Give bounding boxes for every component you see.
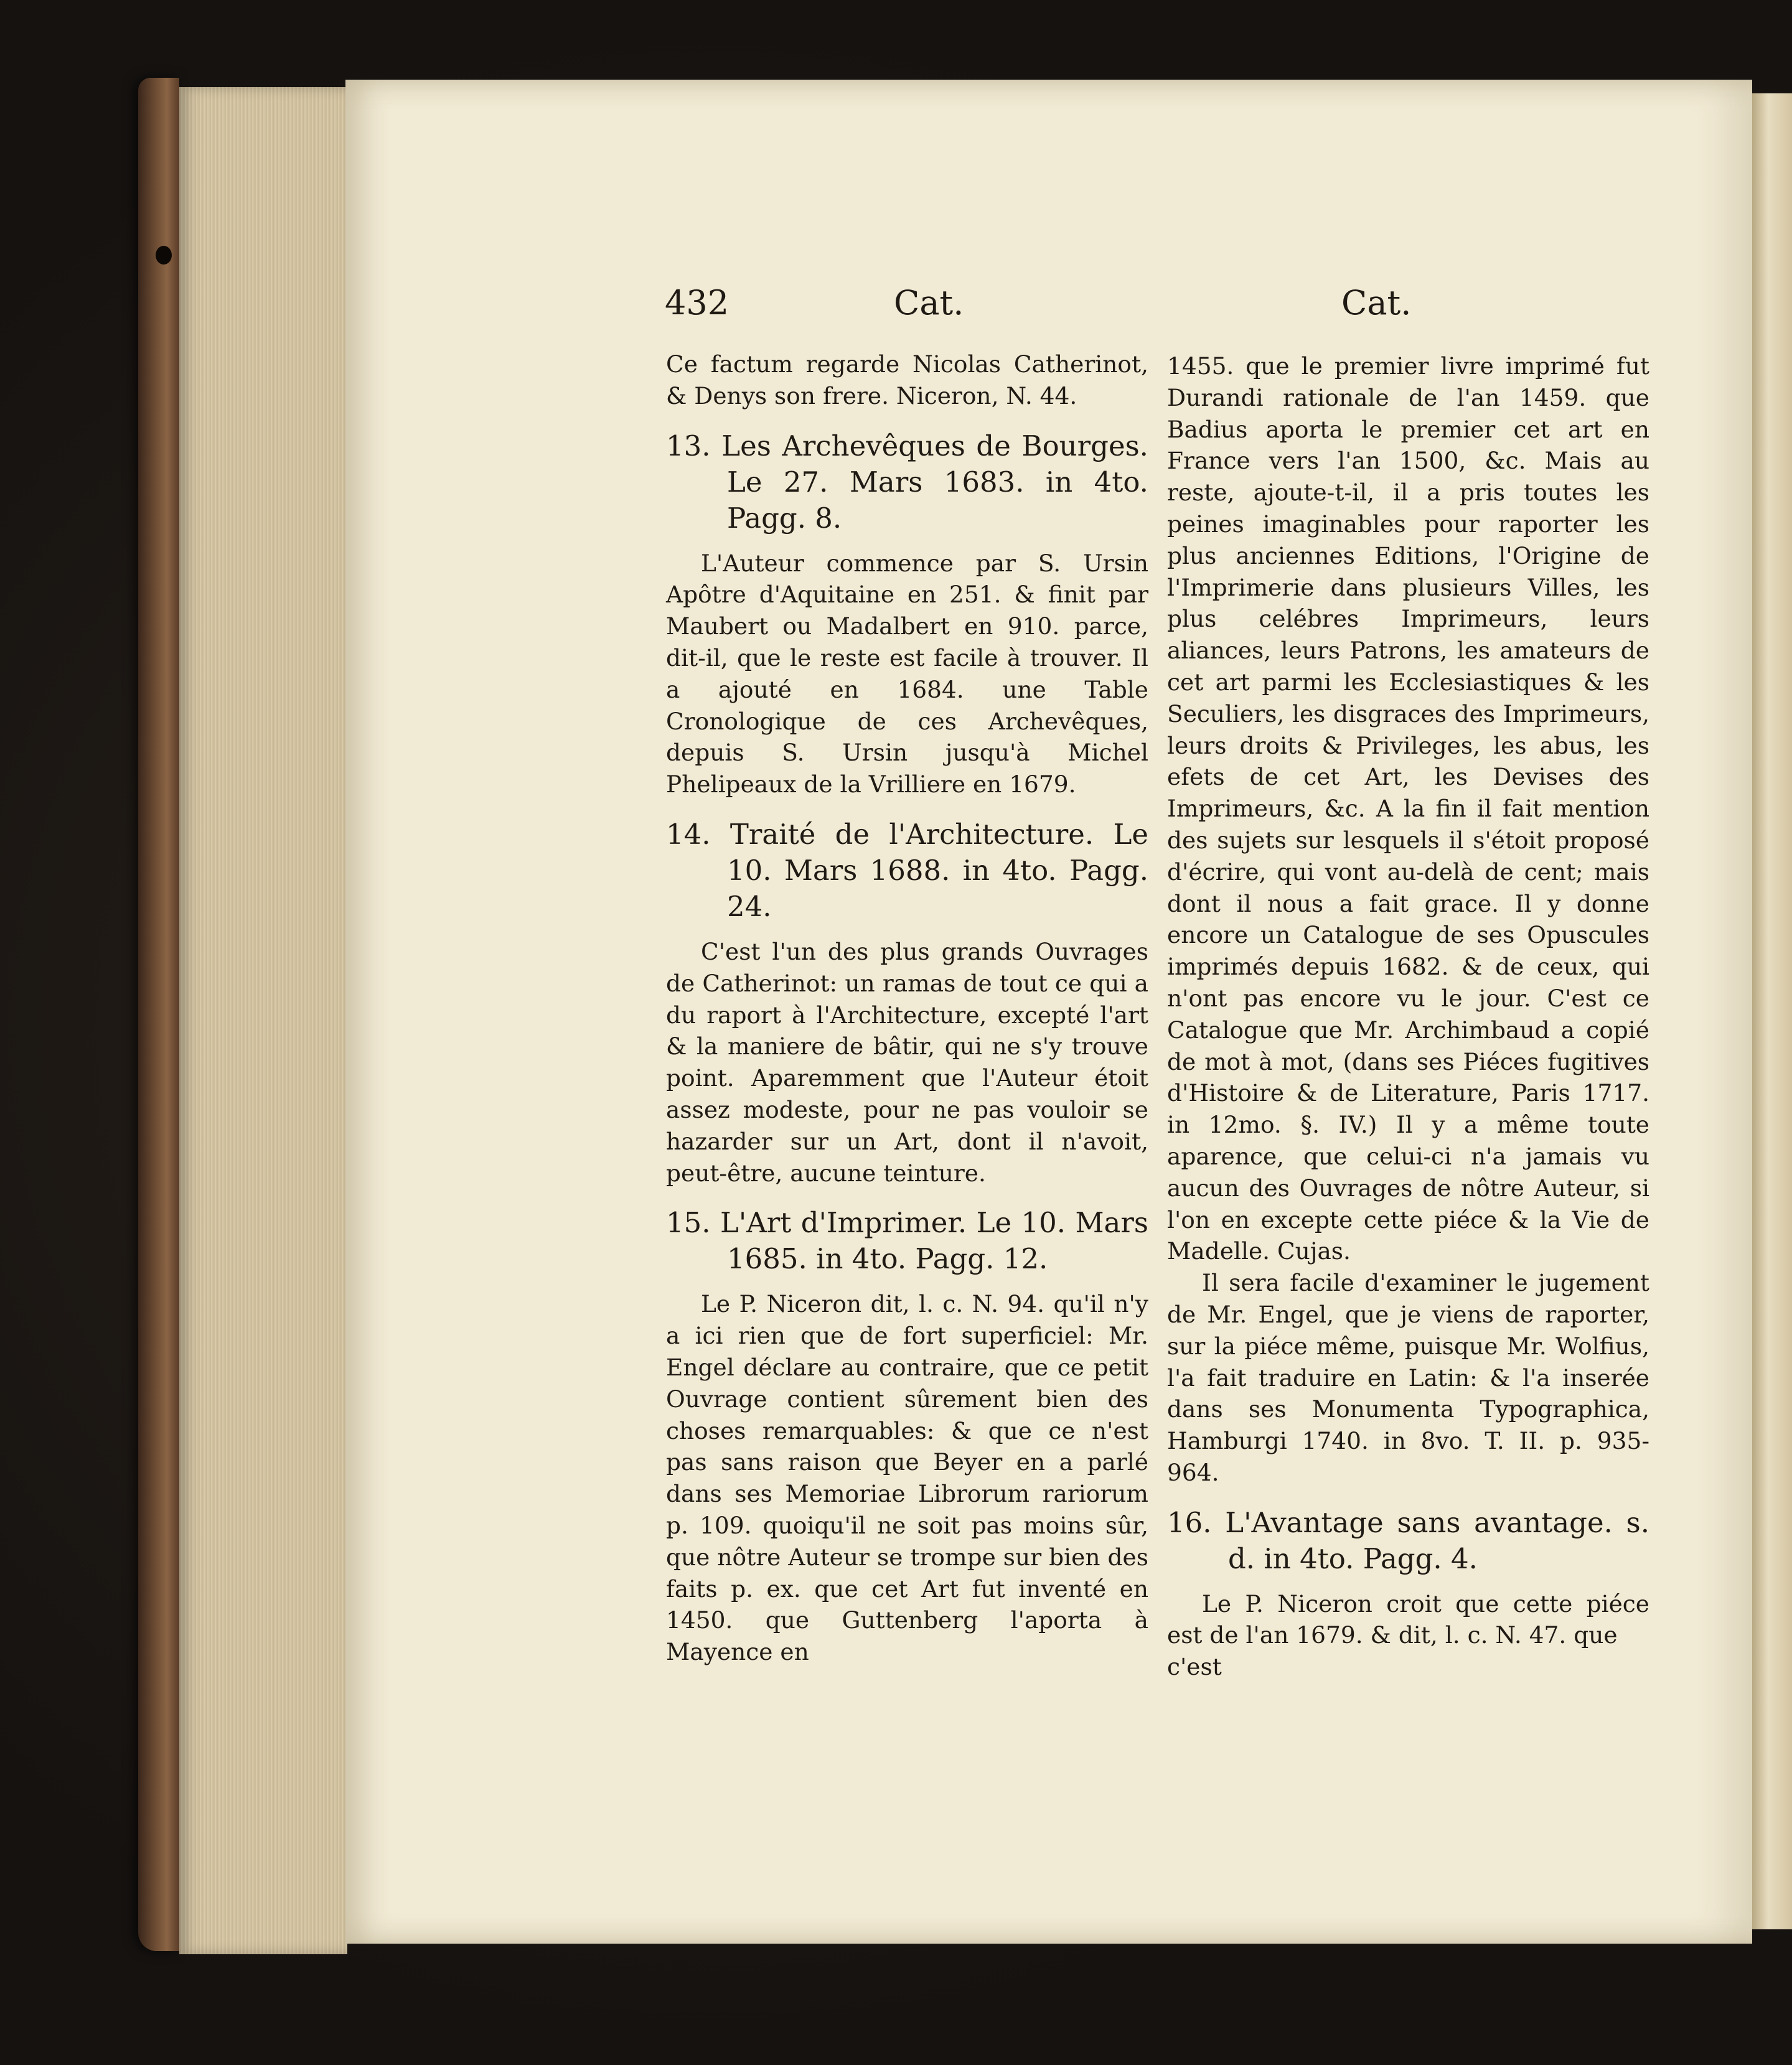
entry-heading: 14. Traité de l'Architecture. Le 10. Mars 1688. in 4to. Pagg. 24. xyxy=(666,817,1148,923)
entry-heading: 13. Les Archevêques de Bourges. Le 27. Mars 1683. in 4to. Pagg. 8. xyxy=(666,429,1148,535)
facing-page-edge xyxy=(1752,93,1792,1929)
page-edges xyxy=(179,87,347,1954)
book-spine xyxy=(138,78,179,1951)
paragraph: Il sera facile d'examiner le jugement de Mr. Engel, que je viens de raporter, sur la piéce même, puisque Mr. Wolfius, l'a fait traduire en Latin: & l'a inserée dans ses Monumenta Typographica, Hamburgi 1740. in 8vo. T. II. p. 935-964. xyxy=(1167,1269,1649,1486)
entry-paragraph: Le P. Niceron dit, l. c. N. 94. qu'il n'y a ici rien que de fort superficiel: Mr. Engel déclare au contraire, que ce petit Ouvrage contient sûrement bien des choses remarquables: & que ce n'est pas sans raison que Beyer en a parlé dans ses Memoriae Librorum rariorum p. 109. quoiqu'il ne soit pas moins sûr, que nôtre Auteur se trompe sur bien des faits p. ex. que cet Art fut inventé en 1450. que Guttenberg l'aporta à Mayence en xyxy=(666,1290,1148,1666)
running-header-left: Cat. xyxy=(894,283,964,322)
entry-paragraph: C'est l'un des plus grands Ouvrages de Catherinot: un ramas de tout ce qui a du raport à l'Architecture, excepté l'art & la maniere de bâtir, qui ne s'y trouve point. Aparemment que l'Auteur étoit assez modeste, pour ne pas vouloir se hazarder sur un Art, dont il n'avoit, peut-être, aucune teinture. xyxy=(666,937,1148,1187)
entry-paragraph: L'Auteur commence par S. Ursin Apôtre d'Aquitaine en 251. & finit par Maubert ou Madalbert en 910. parce, dit-il, que le reste est facile à trouver. Il a ajouté en 1684. une Table Cronologique de ces Archevêques, depuis S. Ursin jusqu'à Michel Phelipeaux de la Vrilliere en 1679. xyxy=(666,549,1148,798)
intro-paragraph: Ce factum regarde Nicolas Catherinot, & Denys son frere. Niceron, N. 44. xyxy=(666,350,1148,410)
catchword: c'est xyxy=(1167,1653,1222,1681)
entry-heading: 16. L'Avantage sans avantage. s. d. in 4to. Pagg. 4. xyxy=(1167,1505,1649,1575)
page-number: 432 xyxy=(665,283,729,322)
entry-paragraph: Le P. Niceron croit que cette piéce est de l'an 1679. & dit, l. c. N. 47. que xyxy=(1167,1590,1649,1649)
left-column xyxy=(666,349,1148,1668)
running-header-right: Cat. xyxy=(1341,283,1412,322)
spine-hole xyxy=(156,246,172,265)
entry-heading: 15. L'Art d'Imprimer. Le 10. Mars 1685. in 4to. Pagg. 12. xyxy=(666,1206,1148,1276)
right-column xyxy=(1167,350,1649,1683)
continued-paragraph: 1455. que le premier livre imprimé fut Durandi rationale de l'an 1459. que Badius aporta le premier cet art en France vers l'an 1500, &c. Mais au reste, ajoute-t-il, il a pris toutes les peines imaginables pour raporter les plus anciennes Editions, l'Origine de l'Imprimerie dans plusieurs Villes, les plus celébres Imprimeurs, leurs aliances, leurs Patrons, les amateurs de cet art parmi les Ecclesiastiques & les Seculiers, les disgraces des Imprimeurs, leurs droits & Privileges, les abus, les efets de cet Art, les Devises des Imprimeurs, &c. A la fin il fait mention des sujets sur lesquels il s'étoit proposé d'écrire, qui vont au-delà de cent; mais dont il nous a fait grace. Il y donne encore un Catalogue de ses Opuscules imprimés depuis 1682. & de ceux, qui n'ont pas encore vu le jour. C'est ce Catalogue que Mr. Archimbaud a copié de mot à mot, (dans ses Piéces fugitives d'Histoire & de Literature, Paris 1717. in 12mo. §. IV.) Il y a même toute aparence, que celui-ci n'a jamais vu aucun des Ouvrages de nôtre Auteur, si l'on en excepte cette piéce & la Vie de Madelle. Cujas. xyxy=(1167,352,1649,1265)
